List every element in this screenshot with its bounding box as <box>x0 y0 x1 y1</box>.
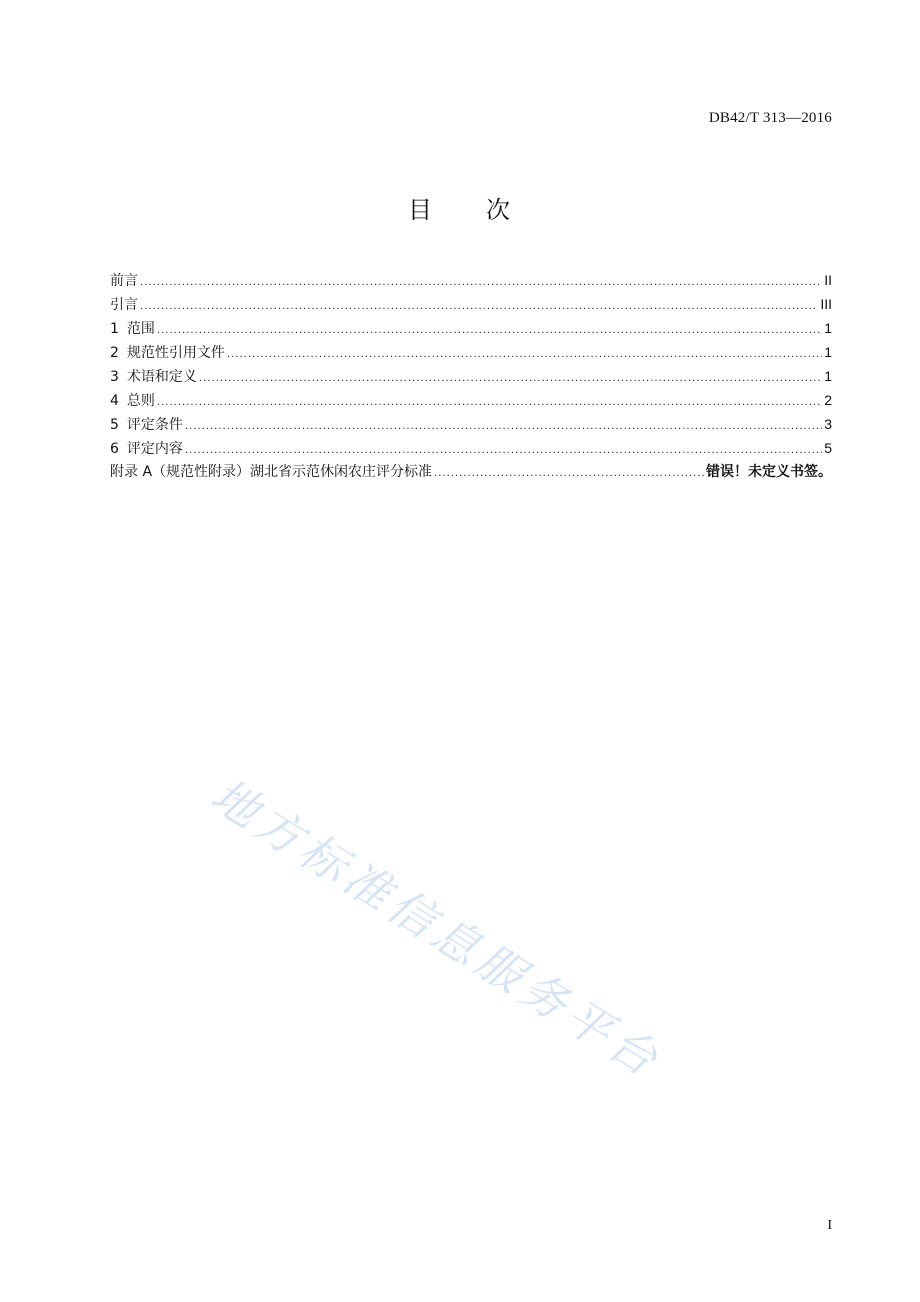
toc-entry-page: 1 <box>824 368 832 384</box>
toc-dot-leader <box>227 343 822 367</box>
toc-dot-leader <box>199 367 822 391</box>
toc-dot-leader <box>140 271 822 295</box>
toc-entry-number: 2 <box>110 345 119 361</box>
toc-entry-page: 3 <box>824 416 832 432</box>
page-title-char-1: 目 <box>408 196 434 224</box>
toc-entry-label: 前言 <box>110 273 138 289</box>
toc-entry-number: 1 <box>110 321 119 337</box>
toc-entry-label: 规范性引用文件 <box>126 345 225 361</box>
toc-entry-number: 3 <box>110 369 119 385</box>
toc-entry-number: 6 <box>110 441 119 457</box>
watermark: 地方标准信息服务平台 <box>201 767 672 1089</box>
page-title-char-2: 次 <box>486 196 512 224</box>
toc-dot-leader <box>157 319 822 343</box>
toc-entry-label: 术语和定义 <box>126 369 197 385</box>
toc-entry-label: 引言 <box>110 297 138 313</box>
toc-entry-general-principles[interactable] <box>110 388 832 412</box>
document-code: DB42/T 313—2016 <box>708 110 832 126</box>
toc-dot-leader <box>140 295 818 319</box>
toc-entry-foreword[interactable] <box>110 268 832 292</box>
page-number: I <box>827 1218 832 1233</box>
toc-entry-scope[interactable] <box>110 316 832 340</box>
toc-entry-appendix-a[interactable] <box>110 460 832 484</box>
toc-entry-label: 附录 A（规范性附录）湖北省示范休闲农庄评分标准 <box>110 464 433 480</box>
page-title <box>0 190 920 225</box>
toc-entry-page: III <box>820 296 832 312</box>
toc-entry-label: 总则 <box>126 393 155 409</box>
toc-entry-label: 评定内容 <box>126 441 183 457</box>
toc-entry-number: 4 <box>110 393 119 409</box>
toc-entry-terms-definitions[interactable] <box>110 364 832 388</box>
toc-dot-leader <box>434 462 704 486</box>
toc-dot-leader <box>157 391 822 415</box>
toc-entry-evaluation-content[interactable] <box>110 436 832 460</box>
toc-entry-page: 1 <box>824 320 832 336</box>
toc-entry-label: 范围 <box>126 321 155 337</box>
table-of-contents <box>110 268 832 484</box>
toc-entry-number: 5 <box>110 417 119 433</box>
toc-entry-normative-references[interactable] <box>110 340 832 364</box>
toc-entry-introduction[interactable] <box>110 292 832 316</box>
toc-entry-page: 5 <box>824 440 832 456</box>
toc-entry-page: 2 <box>824 392 832 408</box>
toc-entry-page: 1 <box>824 344 832 360</box>
toc-entry-page-error: 错误！未定义书签。 <box>706 464 832 480</box>
toc-dot-leader <box>185 415 822 439</box>
toc-entry-evaluation-conditions[interactable] <box>110 412 832 436</box>
toc-entry-page: II <box>824 272 832 288</box>
toc-entry-label: 评定条件 <box>126 417 183 433</box>
